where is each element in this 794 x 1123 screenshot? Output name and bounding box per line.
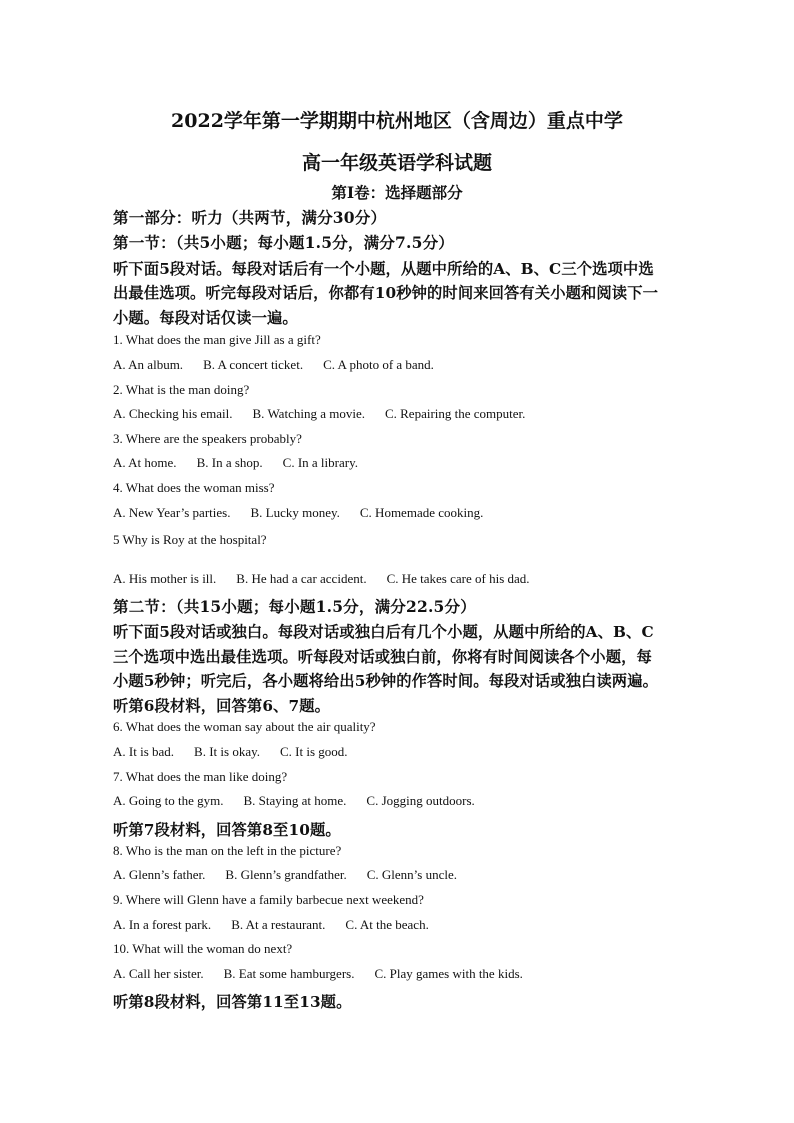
option-a: A. Checking his email. <box>113 406 233 421</box>
option-c: C. Play games with the kids. <box>374 966 523 981</box>
option-b: B. Eat some hamburgers. <box>223 966 355 981</box>
material-6-heading: 听第6段材料，回答第6、7题。 <box>113 697 330 715</box>
option-c: C. Jogging outdoors. <box>366 793 475 808</box>
section1-instructions-line: 听下面5段对话。每段对话后有一个小题，从题中所给的A、B、C三个选项中选 <box>113 260 654 278</box>
option-b: B. He had a car accident. <box>236 571 367 586</box>
option-b: B. Watching a movie. <box>252 406 365 421</box>
options-7 <box>113 793 475 809</box>
option-a: A. Call her sister. <box>113 966 204 981</box>
volume-title: 第Ⅰ卷：选择题部分 <box>331 183 463 202</box>
options-5 <box>113 571 530 587</box>
question-6: 6. What does the woman say about the air quality? <box>113 719 376 734</box>
part1-heading: 第一部分：听力（共两节，满分30分） <box>113 208 387 227</box>
options-6 <box>113 744 348 760</box>
option-b: B. Lucky money. <box>250 505 340 520</box>
question-9: 9. Where will Glenn have a family barbecue next weekend? <box>113 892 424 907</box>
option-a: A. New Year’s parties. <box>113 505 231 520</box>
option-a: A. An album. <box>113 357 184 372</box>
option-b: B. Glenn’s grandfather. <box>225 867 347 882</box>
options-10 <box>113 966 523 982</box>
options-2 <box>113 406 525 422</box>
option-b: B. Staying at home. <box>243 793 347 808</box>
option-a: A. At home. <box>113 455 177 470</box>
options-9 <box>113 917 429 933</box>
options-4 <box>113 505 483 521</box>
section1-heading: 第一节：（共5小题；每小题1.5分，满分7.5分） <box>113 233 454 252</box>
option-c: C. Homemade cooking. <box>359 505 484 520</box>
option-c: C. It is good. <box>280 744 348 759</box>
options-8 <box>113 867 457 883</box>
option-c: C. Glenn’s uncle. <box>366 867 457 882</box>
option-c: C. In a library. <box>282 455 358 470</box>
material-7-heading: 听第7段材料，回答第8至10题。 <box>113 821 341 839</box>
option-a: A. Glenn’s father. <box>113 867 206 882</box>
section2-instructions-line: 听下面5段对话或独白。每段对话或独白后有几个小题，从题中所给的A、B、C <box>113 623 654 641</box>
option-c: C. At the beach. <box>345 917 429 932</box>
question-7: 7. What does the man like doing? <box>113 769 288 784</box>
option-a: A. His mother is ill. <box>113 571 217 586</box>
option-c: C. Repairing the computer. <box>384 406 526 421</box>
question-1: 1. What does the man give Jill as a gift? <box>113 332 321 347</box>
option-a: A. In a forest park. <box>113 917 212 932</box>
option-c: C. He takes care of his dad. <box>386 571 530 586</box>
options-1 <box>113 357 434 373</box>
option-b: B. In a shop. <box>196 455 263 470</box>
question-2: 2. What is the man doing? <box>113 382 250 397</box>
section2-heading: 第二节：（共15小题；每小题1.5分，满分22.5分） <box>113 597 476 616</box>
option-c: C. A photo of a band. <box>323 357 434 372</box>
section1-instructions-line: 小题。每段对话仅读一遍。 <box>113 309 298 327</box>
exam-title: 2022学年第一学期期中杭州地区（含周边）重点中学 <box>171 110 623 132</box>
option-a: A. Going to the gym. <box>113 793 224 808</box>
question-5: 5 Why is Roy at the hospital? <box>113 532 267 547</box>
option-a: A. It is bad. <box>113 744 175 759</box>
option-b: B. A concert ticket. <box>203 357 304 372</box>
option-b: B. It is okay. <box>194 744 260 759</box>
material-8-heading: 听第8段材料，回答第11至13题。 <box>113 993 352 1011</box>
section2-instructions-line: 小题5秒钟；听完后，各小题将给出5秒钟的作答时间。每段对话或独白读两遍。 <box>113 672 658 690</box>
options-3 <box>113 455 358 471</box>
option-b: B. At a restaurant. <box>231 917 326 932</box>
exam-subtitle: 高一年级英语学科试题 <box>301 152 492 174</box>
question-10: 10. What will the woman do next? <box>113 941 293 956</box>
section2-instructions-line: 三个选项中选出最佳选项。听每段对话或独白前，你将有时间阅读各个小题，每 <box>113 648 652 666</box>
question-3: 3. Where are the speakers probably? <box>113 431 302 446</box>
section1-instructions-line: 出最佳选项。听完每段对话后，你都有10秒钟的时间来回答有关小题和阅读下一 <box>113 284 658 302</box>
question-4: 4. What does the woman miss? <box>113 480 275 495</box>
question-8: 8. Who is the man on the left in the picture? <box>113 843 342 858</box>
